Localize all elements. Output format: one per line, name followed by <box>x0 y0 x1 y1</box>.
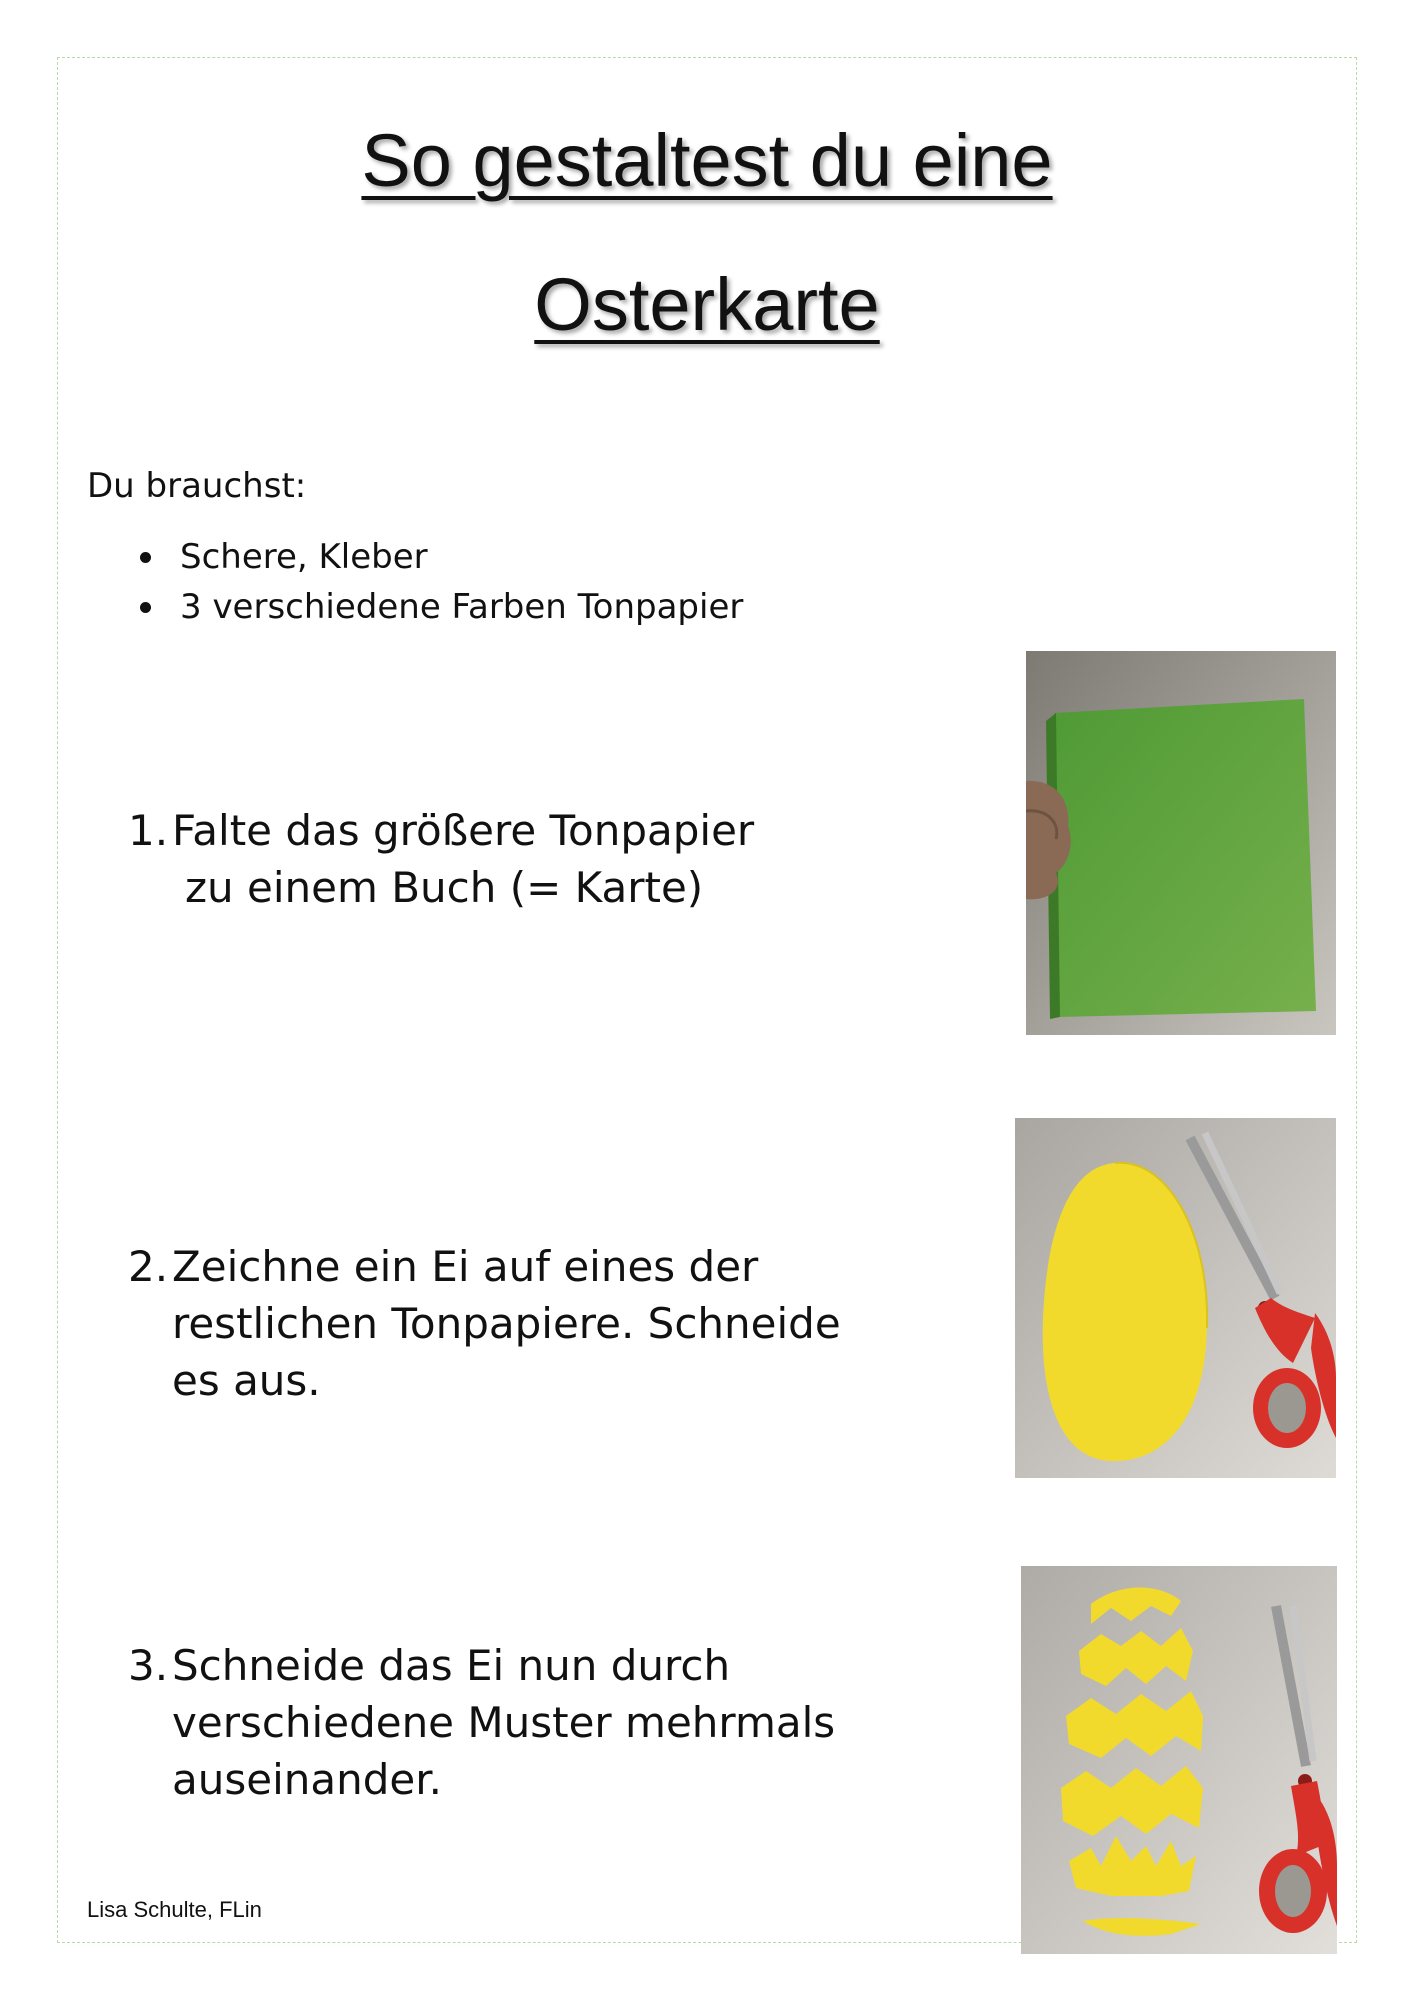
step-text-line: Zeichne ein Ei auf eines der <box>172 1242 759 1291</box>
page-title-line-2: Osterkarte <box>534 263 880 346</box>
page-title-line-1: So gestaltest du eine <box>361 119 1053 202</box>
step-text-line: Falte das größere Tonpapier <box>172 806 755 855</box>
cut-egg-pieces-and-scissors-photo <box>1021 1566 1337 1954</box>
step-text-line: Schneide das Ei nun durch <box>172 1641 731 1690</box>
step-text-line: restlichen Tonpapiere. Schneide <box>172 1299 841 1348</box>
step-text-line: es aus. <box>172 1356 321 1405</box>
step-text-line: zu einem Buch (= Karte) <box>185 863 704 912</box>
step-number: 3. <box>128 1641 169 1690</box>
step-number: 2. <box>128 1242 169 1291</box>
author-footer: Lisa Schulte, FLin <box>87 1897 262 1922</box>
yellow-egg-and-scissors-photo <box>1015 1118 1336 1478</box>
list-item: 3 verschiedene Farben Tonpapier <box>140 582 743 632</box>
materials-list <box>140 532 743 632</box>
list-item: Schere, Kleber <box>140 532 743 582</box>
step-text-line: auseinander. <box>172 1755 442 1804</box>
step-text-line: verschiedene Muster mehrmals <box>172 1698 836 1747</box>
step-number: 1. <box>128 806 169 855</box>
green-folded-card-photo <box>1026 651 1336 1035</box>
materials-heading: Du brauchst: <box>87 466 307 506</box>
